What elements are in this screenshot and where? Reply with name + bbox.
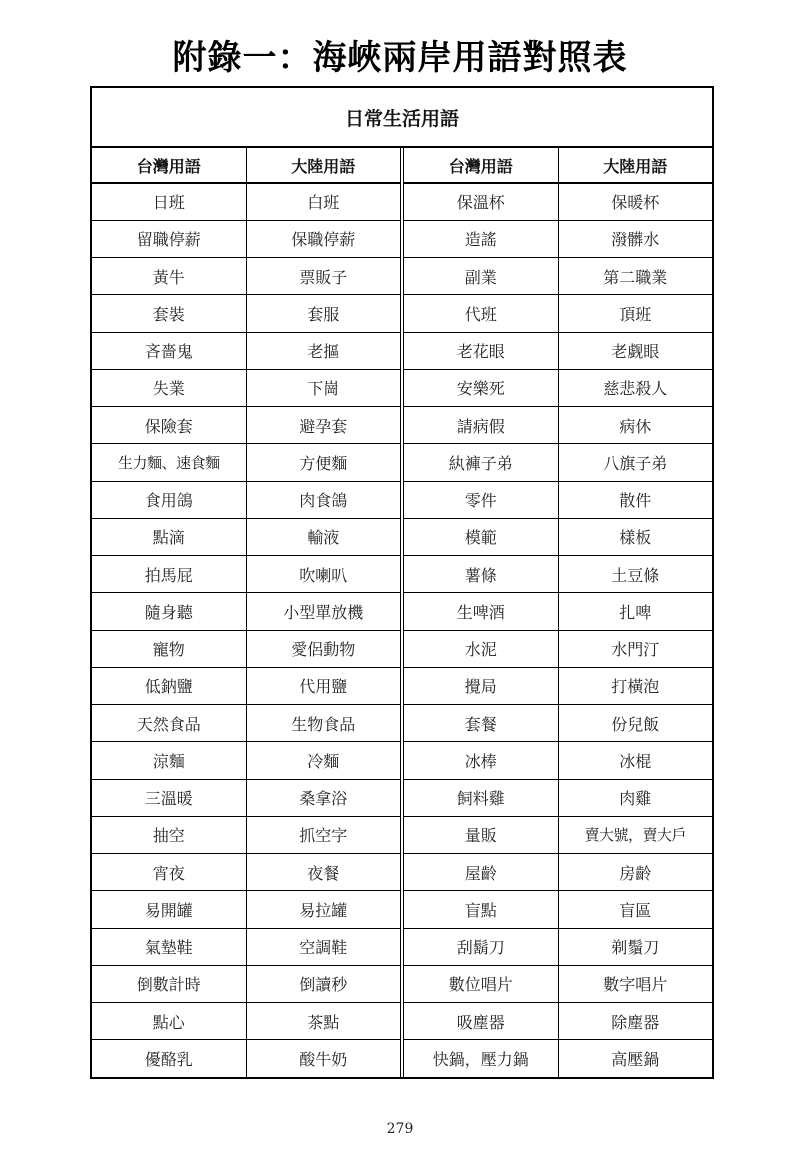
table-row <box>92 854 400 891</box>
mainland-term: 冷麵 <box>246 742 400 779</box>
table-row <box>92 556 400 593</box>
table-row <box>92 1040 400 1077</box>
mainland-term: 吹喇叭 <box>246 556 400 593</box>
table-row <box>404 556 712 593</box>
table-row <box>404 518 712 555</box>
mainland-term: 抓空字 <box>246 816 400 853</box>
mainland-term: 冰棍 <box>558 742 712 779</box>
taiwan-term: 薯條 <box>404 556 558 593</box>
taiwan-term: 吝嗇鬼 <box>92 332 246 369</box>
table-row <box>404 593 712 630</box>
mainland-term: 輸液 <box>246 518 400 555</box>
table-row <box>404 854 712 891</box>
table-row <box>404 295 712 332</box>
taiwan-term: 副業 <box>404 258 558 295</box>
taiwan-term: 請病假 <box>404 407 558 444</box>
table-row <box>92 742 400 779</box>
mainland-term: 方便麵 <box>246 444 400 481</box>
table-row <box>92 891 400 928</box>
table-row <box>404 742 712 779</box>
mainland-term: 套服 <box>246 295 400 332</box>
mainland-term: 代用鹽 <box>246 667 400 704</box>
table-row <box>92 1003 400 1040</box>
taiwan-term: 生啤酒 <box>404 593 558 630</box>
section-header: 日常生活用語 <box>92 88 712 148</box>
mainland-term: 下崗 <box>246 369 400 406</box>
mainland-term: 夜餐 <box>246 854 400 891</box>
taiwan-term: 老花眼 <box>404 332 558 369</box>
table-row <box>404 1003 712 1040</box>
table-row <box>404 407 712 444</box>
taiwan-term: 天然食品 <box>92 705 246 742</box>
mainland-term: 酸牛奶 <box>246 1040 400 1077</box>
table-row <box>92 332 400 369</box>
mainland-term: 票販子 <box>246 258 400 295</box>
taiwan-term: 點心 <box>92 1003 246 1040</box>
left-half <box>92 148 404 1077</box>
table-row <box>92 518 400 555</box>
mainland-term: 白班 <box>307 193 340 213</box>
table-row <box>92 258 400 295</box>
table-row <box>92 630 400 667</box>
mainland-term: 打橫泡 <box>558 667 712 704</box>
taiwan-term: 三溫暖 <box>92 779 246 816</box>
mainland-term: 肉雞 <box>558 779 712 816</box>
taiwan-term: 保險套 <box>92 407 246 444</box>
mainland-term: 扎啤 <box>558 593 712 630</box>
taiwan-term: 安樂死 <box>404 369 558 406</box>
mainland-term: 避孕套 <box>246 407 400 444</box>
table-row <box>92 369 400 406</box>
table-row <box>404 816 712 853</box>
mainland-term: 慈悲殺人 <box>558 369 712 406</box>
table-row <box>404 630 712 667</box>
table-row <box>404 183 712 220</box>
taiwan-term: 點滴 <box>92 518 246 555</box>
taiwan-term: 黃牛 <box>92 258 246 295</box>
mainland-term: 賣大號，賣大戶 <box>558 816 712 853</box>
table-row <box>404 258 712 295</box>
taiwan-term: 造謠 <box>404 220 558 257</box>
table-row <box>404 965 712 1002</box>
taiwan-term: 套裝 <box>92 295 246 332</box>
taiwan-term: 食用鴿 <box>92 481 246 518</box>
mainland-term: 愛侶動物 <box>246 630 400 667</box>
mainland-header: 大陸用語 <box>558 148 712 183</box>
mainland-term: 高壓鍋 <box>558 1040 712 1077</box>
taiwan-term: 盲點 <box>404 891 558 928</box>
table-row <box>92 183 400 220</box>
table-row <box>404 444 712 481</box>
taiwan-term: 生力麵、速食麵 <box>92 444 246 481</box>
table-row <box>92 667 400 704</box>
taiwan-term: 水泥 <box>404 630 558 667</box>
mainland-term: 除塵器 <box>558 1003 712 1040</box>
taiwan-term: 寵物 <box>92 630 246 667</box>
taiwan-term: 冰棒 <box>404 742 558 779</box>
table-row <box>404 1040 712 1077</box>
mainland-term: 保暖杯 <box>611 193 660 213</box>
taiwan-term: 攪局 <box>404 667 558 704</box>
mainland-term: 土豆條 <box>558 556 712 593</box>
taiwan-term: 吸塵器 <box>404 1003 558 1040</box>
table-row <box>404 928 712 965</box>
taiwan-term: 拍馬屁 <box>92 556 246 593</box>
mainland-term: 房齡 <box>558 854 712 891</box>
mainland-header: 大陸用語 <box>246 148 400 183</box>
taiwan-term: 留職停薪 <box>92 220 246 257</box>
mainland-term: 盲區 <box>558 891 712 928</box>
mainland-term: 樣板 <box>558 518 712 555</box>
taiwan-term: 倒數計時 <box>92 965 246 1002</box>
table-row <box>92 965 400 1002</box>
taiwan-term: 宵夜 <box>92 854 246 891</box>
mainland-term: 空調鞋 <box>246 928 400 965</box>
mainland-term: 病休 <box>558 407 712 444</box>
left-term-table <box>92 148 400 1077</box>
taiwan-term: 屋齡 <box>404 854 558 891</box>
table-row <box>404 332 712 369</box>
taiwan-term: 快鍋，壓力鍋 <box>404 1040 558 1077</box>
table-row <box>404 481 712 518</box>
mainland-term: 生物食品 <box>246 705 400 742</box>
mainland-term: 剃鬚刀 <box>558 928 712 965</box>
taiwan-term: 代班 <box>404 295 558 332</box>
mainland-term: 第二職業 <box>558 258 712 295</box>
table-row <box>404 779 712 816</box>
mainland-term: 老摳 <box>246 332 400 369</box>
table-row <box>92 220 400 257</box>
mainland-term: 肉食鴿 <box>246 481 400 518</box>
taiwan-header: 台灣用語 <box>92 148 246 183</box>
taiwan-term: 飼料雞 <box>404 779 558 816</box>
mainland-term: 水門汀 <box>558 630 712 667</box>
header-row <box>92 148 400 183</box>
mainland-term: 保職停薪 <box>246 220 400 257</box>
mainland-term: 桑拿浴 <box>246 779 400 816</box>
right-term-table <box>404 148 712 1077</box>
taiwan-term: 優酪乳 <box>92 1040 246 1077</box>
table-row <box>92 481 400 518</box>
taiwan-term: 氣墊鞋 <box>92 928 246 965</box>
table-row <box>92 816 400 853</box>
right-half <box>404 148 712 1077</box>
taiwan-term: 紈褲子弟 <box>404 444 558 481</box>
mainland-term: 數字唱片 <box>558 965 712 1002</box>
taiwan-term: 保溫杯 <box>404 183 558 220</box>
mainland-term: 易拉罐 <box>246 891 400 928</box>
mainland-term: 八旗子弟 <box>558 444 712 481</box>
table-row <box>92 593 400 630</box>
taiwan-term: 日班 <box>92 183 246 220</box>
table-row <box>92 928 400 965</box>
table-row <box>404 705 712 742</box>
table-row <box>92 295 400 332</box>
table-row <box>92 705 400 742</box>
glossary-table <box>90 86 714 1079</box>
taiwan-term: 失業 <box>92 369 246 406</box>
taiwan-term: 易開罐 <box>92 891 246 928</box>
table-row <box>404 369 712 406</box>
taiwan-term: 涼麵 <box>92 742 246 779</box>
table-row <box>92 407 400 444</box>
mainland-term: 老觑眼 <box>558 332 712 369</box>
page-title: 附錄一：海峽兩岸用語對照表 <box>172 38 628 78</box>
mainland-term: 茶點 <box>246 1003 400 1040</box>
header-row <box>404 148 712 183</box>
taiwan-term: 零件 <box>404 481 558 518</box>
table-row <box>404 667 712 704</box>
taiwan-term: 數位唱片 <box>404 965 558 1002</box>
mainland-term: 頂班 <box>558 295 712 332</box>
table-row <box>404 891 712 928</box>
taiwan-term: 隨身聽 <box>92 593 246 630</box>
taiwan-term: 低鈉鹽 <box>92 667 246 704</box>
table-row <box>92 444 400 481</box>
taiwan-term: 量販 <box>404 816 558 853</box>
mainland-term: 份兒飯 <box>558 705 712 742</box>
taiwan-term: 模範 <box>404 518 558 555</box>
mainland-term: 潑髒水 <box>558 220 712 257</box>
taiwan-header: 台灣用語 <box>404 148 558 183</box>
page-number: 279 <box>386 1121 414 1137</box>
table-row <box>92 779 400 816</box>
taiwan-term: 抽空 <box>92 816 246 853</box>
taiwan-term: 套餐 <box>404 705 558 742</box>
taiwan-term: 刮鬍刀 <box>404 928 558 965</box>
mainland-term: 小型單放機 <box>246 593 400 630</box>
mainland-term: 倒讀秒 <box>246 965 400 1002</box>
mainland-term: 散件 <box>558 481 712 518</box>
table-row <box>404 220 712 257</box>
